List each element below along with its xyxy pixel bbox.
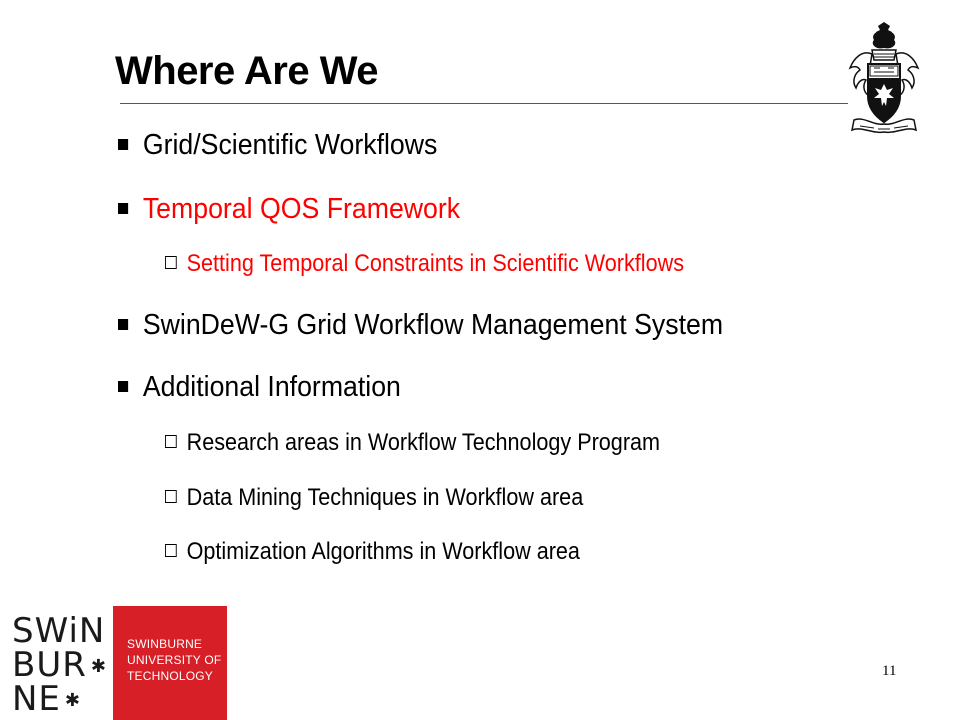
bullet-item bbox=[118, 369, 401, 405]
logo-university-name bbox=[127, 636, 223, 684]
bullet-item bbox=[118, 307, 723, 343]
hollow-square-bullet-icon bbox=[165, 490, 177, 503]
logo-name-line: TECHNOLOGY bbox=[127, 669, 214, 683]
hollow-square-bullet-icon bbox=[165, 256, 177, 269]
sub-bullet-item-highlighted bbox=[165, 249, 684, 279]
slide-title: Where Are We bbox=[115, 49, 378, 93]
bullet-text: Grid/Scientific Workflows bbox=[142, 129, 438, 161]
sub-bullet-text: Setting Temporal Constraints in Scientific Workflows bbox=[186, 250, 685, 277]
logo-wordmark-line-3: NE ✱ bbox=[12, 679, 82, 719]
hollow-square-bullet-icon bbox=[165, 544, 177, 557]
bullet-text: Additional Information bbox=[142, 371, 401, 403]
logo-wordmark bbox=[0, 606, 113, 720]
bullet-text: SwinDeW-G Grid Workflow Management System bbox=[142, 309, 724, 341]
sub-bullet-item bbox=[165, 537, 580, 567]
sub-bullet-text: Data Mining Techniques in Workflow area bbox=[186, 484, 584, 511]
filled-square-bullet-icon bbox=[118, 139, 128, 150]
star-icon: ✱ bbox=[90, 655, 107, 677]
sub-bullet-item bbox=[165, 428, 660, 458]
sub-bullet-item bbox=[165, 483, 583, 513]
swinburne-logo bbox=[0, 606, 227, 720]
logo-name-panel bbox=[113, 606, 227, 720]
bullet-text: Temporal QOS Framework bbox=[142, 193, 461, 225]
star-icon: ✱ bbox=[64, 689, 82, 711]
bullet-item bbox=[118, 127, 437, 163]
filled-square-bullet-icon bbox=[118, 319, 128, 330]
filled-square-bullet-icon bbox=[118, 203, 128, 214]
page-number: 11 bbox=[882, 663, 897, 679]
sub-bullet-text: Research areas in Workflow Technology Program bbox=[186, 429, 661, 456]
filled-square-bullet-icon bbox=[118, 381, 128, 392]
bullet-item-highlighted bbox=[118, 191, 460, 227]
logo-name-line: UNIVERSITY OF bbox=[127, 653, 222, 667]
hollow-square-bullet-icon bbox=[165, 435, 177, 448]
logo-wordmark-line: SWiN bbox=[12, 611, 106, 651]
logo-wordmark-line-2: BUR ✱ bbox=[12, 645, 107, 685]
sub-bullet-text: Optimization Algorithms in Workflow area bbox=[186, 538, 580, 565]
logo-name-line: SWINBURNE bbox=[127, 637, 203, 651]
